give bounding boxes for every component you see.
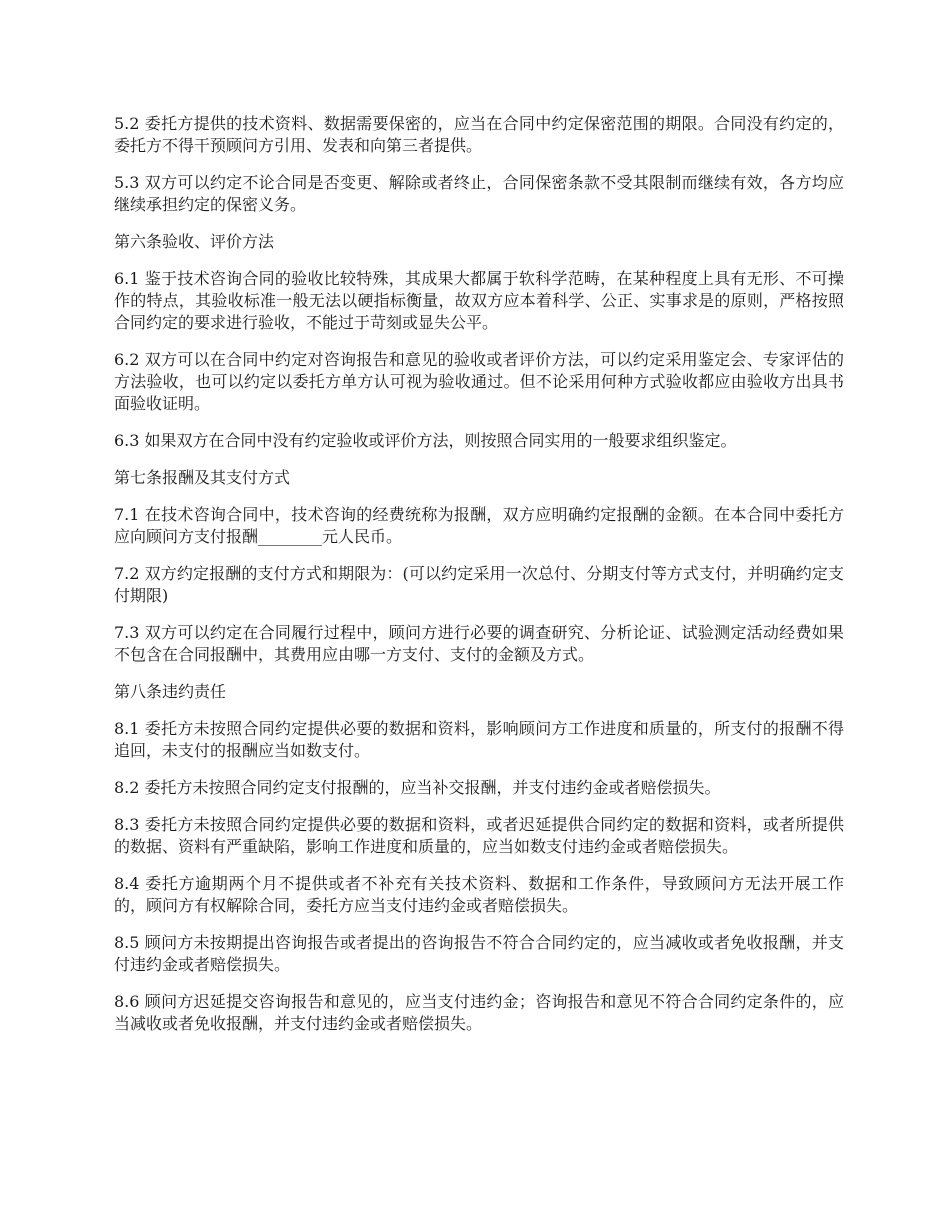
clause-7-3: 7.3 双方可以约定在合同履行过程中，顾问方进行必要的调查研究、分析论证、试验测定活动经费如果不包含在合同报酬中，其费用应由哪一方支付、支付的金额及方式。 [114,623,844,664]
article-7-heading: 第七条报酬及其支付方式 [114,468,291,487]
clause-8-4: 8.4 委托方逾期两个月不提供或者不补充有关技术资料、数据和工作条件，导致顾问方无法开展工作的，顾问方有权解除合同，委托方应当支付违约金或者赔偿损失。 [114,874,844,915]
clause-6-3: 6.3 如果双方在合同中没有约定验收或评价方法，则按照合同实用的一般要求组织鉴定。 [114,431,737,450]
clause-8-3: 8.3 委托方未按照合同约定提供必要的数据和资料，或者迟延提供合同约定的数据和资料，或者所提供的数据、资料有严重缺陷，影响工作进度和质量的，应当如数支付违约金或者赔偿损失。 [114,815,844,856]
clause-8-5: 8.5 顾问方未按期提出咨询报告或者提出的咨询报告不符合合同约定的，应当减收或者免收报酬，并支付违约金或者赔偿损失。 [114,933,844,974]
clause-8-1: 8.1 委托方未按照合同约定提供必要的数据和资料，影响顾问方工作进度和质量的，所支付的报酬不得追回，未支付的报酬应当如数支付。 [114,719,844,760]
document-page [114,113,844,1050]
clause-6-1: 6.1 鉴于技术咨询合同的验收比较特殊，其成果大都属于软科学范畴，在某种程度上具有无形、不可操作的特点，其验收标准一般无法以硬指标衡量，故双方应本着科学、公正、实事求是的原则，严格按照合同约定的要求进行验收，不能过于苛刻或显失公平。 [114,269,844,332]
article-8-heading: 第八条违约责任 [114,682,227,701]
clause-8-2: 8.2 委托方未按照合同约定支付报酬的，应当补交报酬，并支付违约金或者赔偿损失。 [114,778,721,797]
clause-8-6: 8.6 顾问方迟延提交咨询报告和意见的，应当支付违约金；咨询报告和意见不符合合同约定条件的，应当减收或者免收报酬，并支付违约金或者赔偿损失。 [114,992,844,1033]
clause-6-2: 6.2 双方可以在合同中约定对咨询报告和意见的验收或者评价方法，可以约定采用鉴定会、专家评估的方法验收，也可以约定以委托方单方认可视为验收通过。但不论采用何种方式验收都应由验收方出具书面验收证明。 [114,350,844,413]
clause-5-2: 5.2 委托方提供的技术资料、数据需要保密的，应当在合同中约定保密范围的期限。合同没有约定的，委托方不得干预顾问方引用、发表和向第三者提供。 [114,114,844,155]
clause-7-2: 7.2 双方约定报酬的支付方式和期限为：(可以约定采用一次总付、分期支付等方式支付，并明确约定支付期限) [114,564,844,605]
article-6-heading: 第六条验收、评价方法 [114,232,275,251]
clause-7-1: 7.1 在技术咨询合同中，技术咨询的经费统称为报酬，双方应明确约定报酬的金额。在本合同中委托方应向顾问方支付报酬________元人民币。 [114,505,844,546]
clause-5-3: 5.3 双方可以约定不论合同是否变更、解除或者终止，合同保密条款不受其限制而继续有效，各方均应继续承担约定的保密义务。 [114,173,844,214]
